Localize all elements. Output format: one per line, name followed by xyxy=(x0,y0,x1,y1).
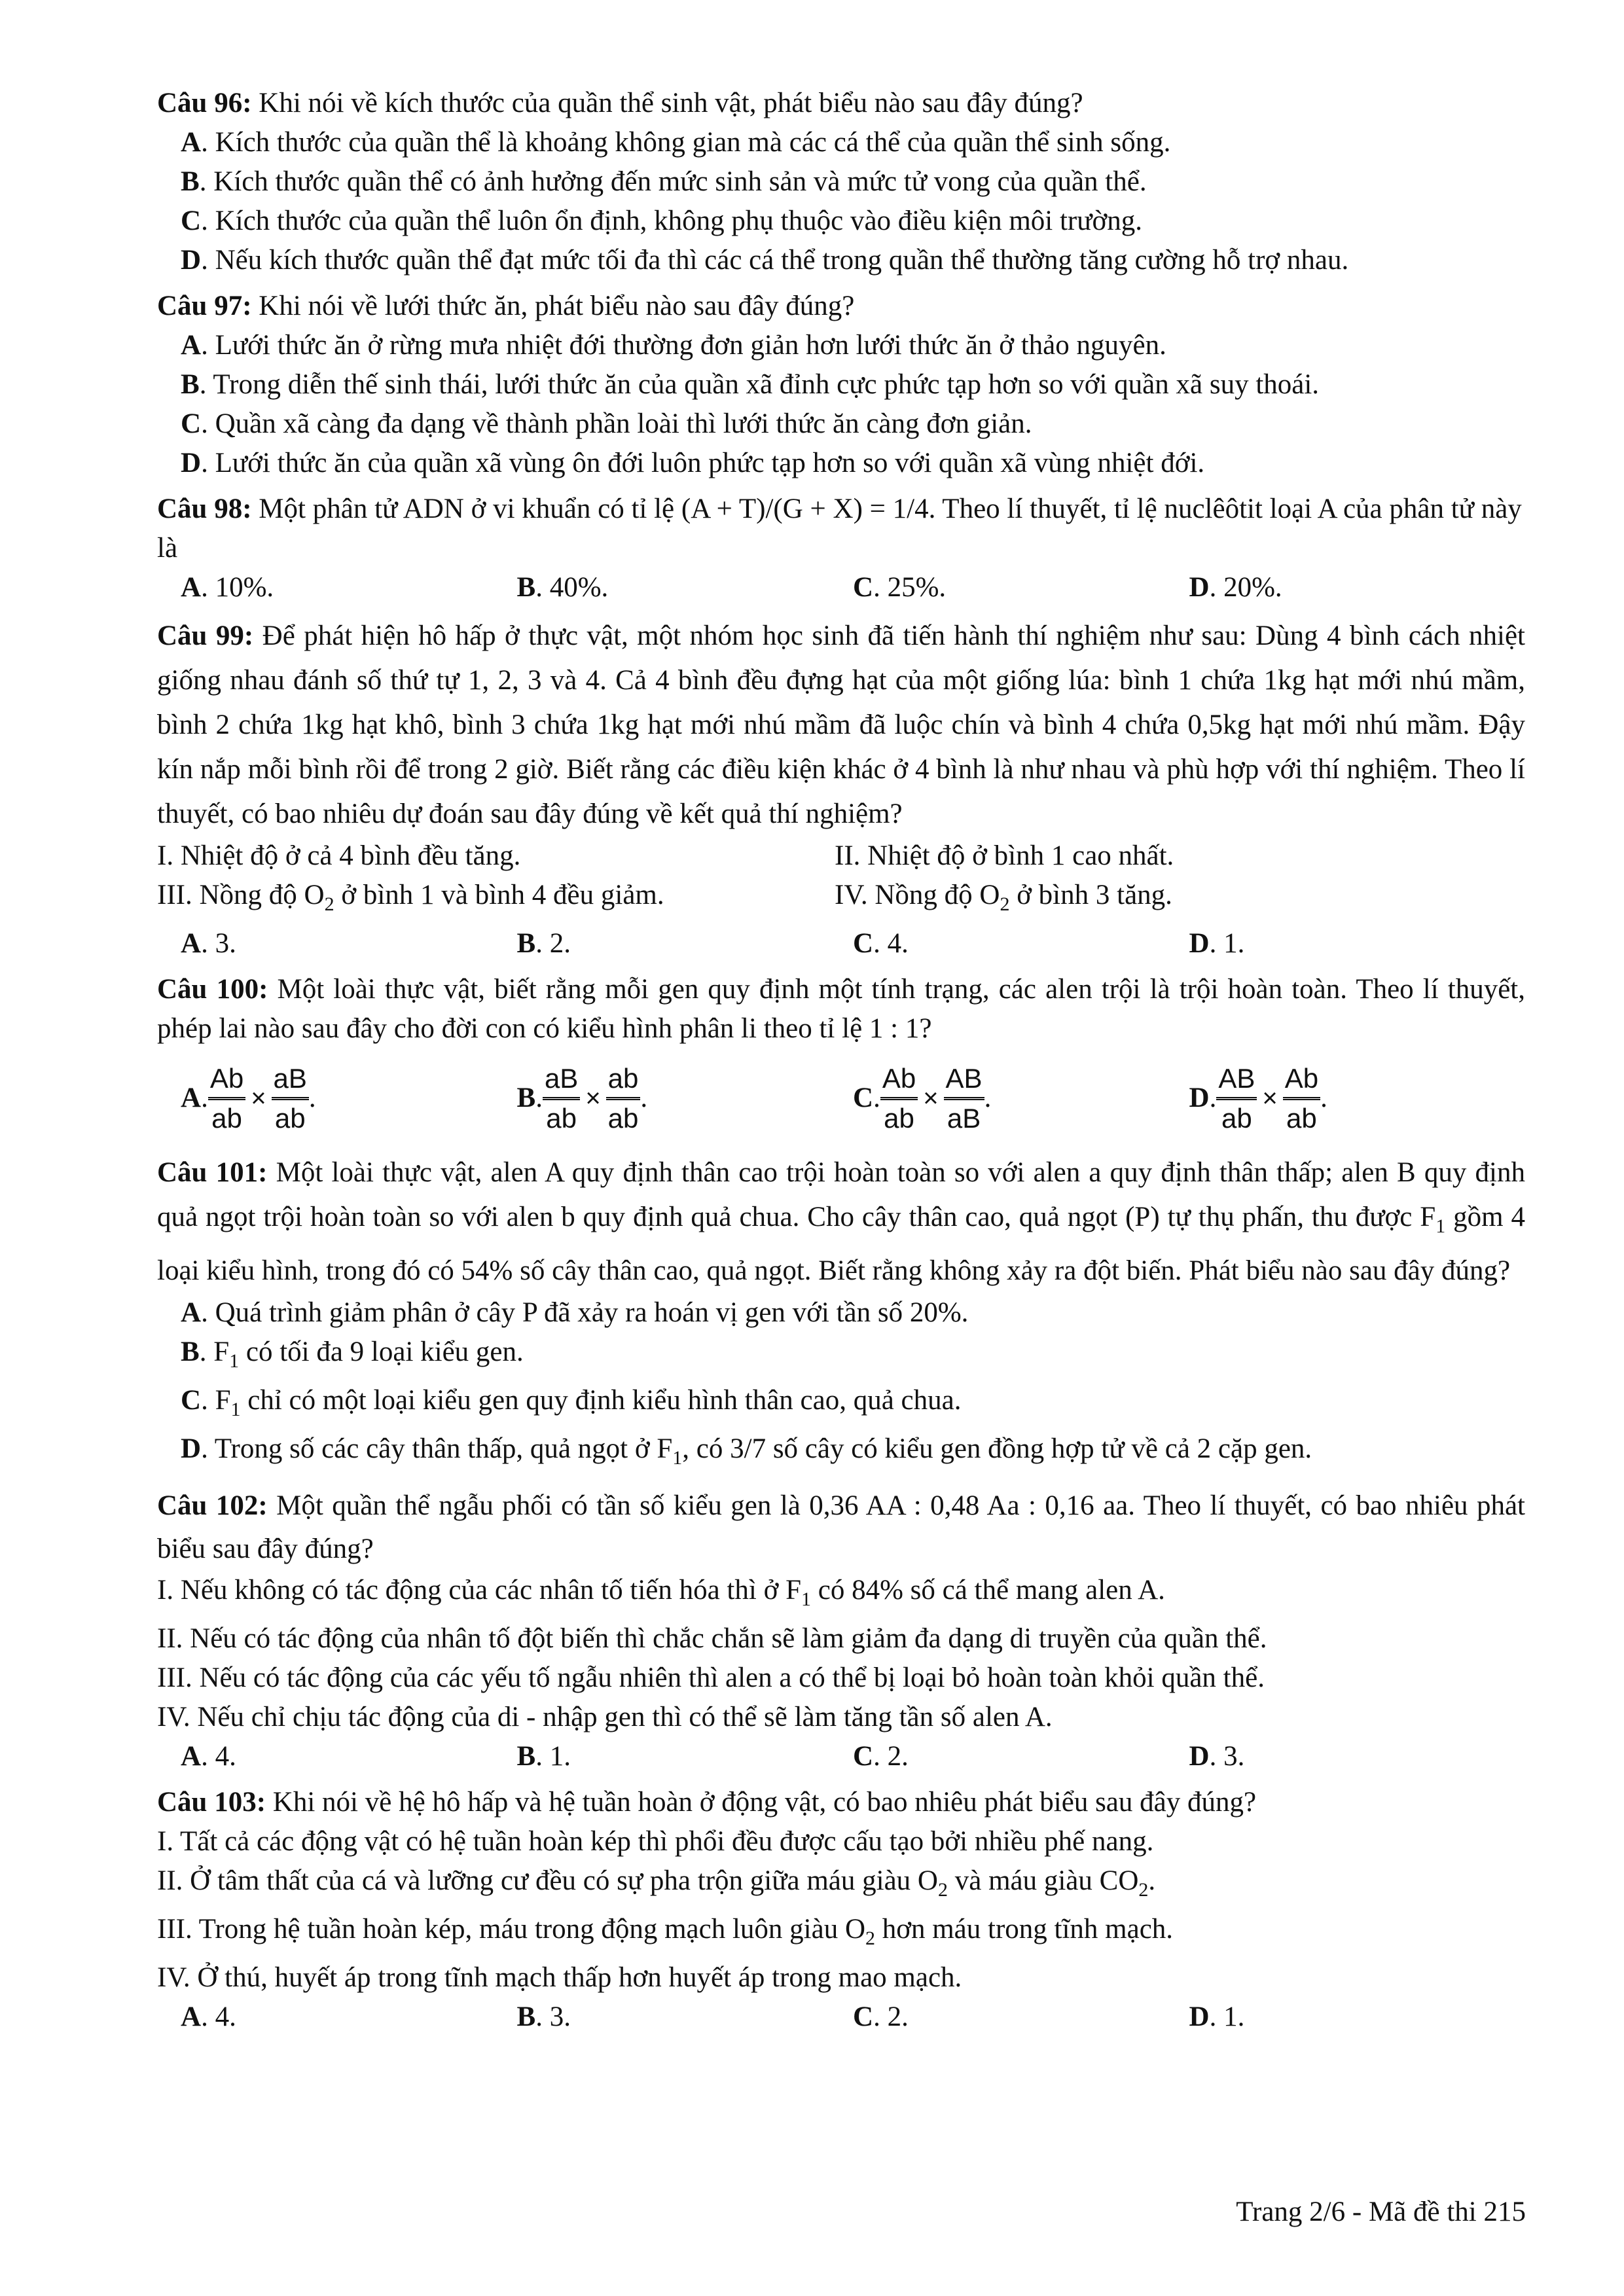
option-b: B . $\frac{aB}{ab}$ × $\frac{ab}{ab}$ . xyxy=(517,1060,854,1137)
option-b: B. 40%. xyxy=(516,572,609,603)
question-number: Câu 99: xyxy=(157,620,254,651)
question-103 xyxy=(157,1783,1525,2037)
statement-2: II. Ở tâm thất của cá và lưỡng cư đều có sự pha trộn giữa máu giàu $O_2$ và máu giàu $CO_2$. xyxy=(157,1865,1156,1901)
option-c: C. $F_1$ chỉ có một loại kiểu gen quy định kiểu hình thân cao, quả chua. xyxy=(181,1385,962,1420)
option-a: A . $\frac{Ab}{ab}$ × $\frac{aB}{ab}$ . xyxy=(181,1060,517,1137)
question-97 xyxy=(157,287,1525,483)
option-c: C. Kích thước của quần thể luôn ổn định, không phụ thuộc vào điều kiện môi trường. xyxy=(181,206,1143,236)
option-d: D. Nếu kích thước quần thể đạt mức tối đa thì các cá thể trong quần thể thường tăng cường hỗ trợ nhau. xyxy=(181,245,1349,276)
option-a: A. Quá trình giảm phân ở cây P đã xảy ra hoán vị gen với tần số 20%. xyxy=(181,1297,969,1328)
genotype-fraction: $\frac{Ab}{ab}$ xyxy=(1283,1060,1320,1137)
options-row xyxy=(157,1737,1525,1776)
option-d: D . $\frac{AB}{ab}$ × $\frac{Ab}{ab}$ . xyxy=(1189,1060,1526,1137)
option-a: A. Lưới thức ăn ở rừng mưa nhiệt đới thường đơn giản hơn lưới thức ăn ở thảo nguyên. xyxy=(181,330,1166,361)
option-d: D. 1. xyxy=(1189,2001,1245,2032)
option-c: C. 25%. xyxy=(853,572,947,603)
option-c: C. 4. xyxy=(853,928,909,959)
options-row xyxy=(157,568,1525,607)
question-number: Câu 97: xyxy=(157,291,252,321)
genotype-fraction: $\frac{Ab}{ab}$ xyxy=(880,1060,918,1137)
statement-3: III. Trong hệ tuần hoàn kép, máu trong động mạch luôn giàu $O_2$ hơn máu trong tĩnh mạch. xyxy=(157,1914,1174,1949)
question-text: Một loài thực vật, biết rằng mỗi gen quy định một tính trạng, các alen trội là trội hoàn toàn. Theo lí thuyết, phép lai nào sau đây cho đời con có kiểu hình phân li theo tỉ lệ 1 : 1? xyxy=(157,974,1525,1044)
exam-page xyxy=(157,77,1525,2037)
question-text: Một phân tử ADN ở vi khuẩn có tỉ lệ (A + T)/(G + X) = 1/4. Theo lí thuyết, tỉ lệ nuclêôtit loại A của phân tử này là xyxy=(157,493,1522,564)
option-d: D. 1. xyxy=(1189,928,1245,959)
question-text: Một quần thể ngẫu phối có tần số kiểu gen là 0,36 AA : 0,48 Aa : 0,16 aa. Theo lí thuyết, có bao nhiêu phát biểu sau đây đúng? xyxy=(157,1490,1525,1564)
option-b: B. 3. xyxy=(516,2001,571,2032)
question-text: Để phát hiện hô hấp ở thực vật, một nhóm học sinh đã tiến hành thí nghiệm như sau: Dùng 4 bình cách nhiệt giống nhau đánh số thứ tự 1, 2, 3 và 4. Cả 4 bình đều đựng hạt của một giống lúa: bình 1 chứa 1kg hạt mới nhú mầm, bình 2 chứa 1kg hạt khô, bình 3 chứa 1kg hạt mới nhú mầm đã luộc chín và bình 4 chứa 0,5kg hạt mới nhú mầm. Đậy kín nắp mỗi bình rồi để trong 2 giờ. Biết rằng các điều kiện khác ở 4 bình là như nhau và phù hợp với thí nghiệm. Theo lí thuyết, có bao nhiêu dự đoán sau đây đúng về kết quả thí nghiệm? xyxy=(157,620,1525,829)
genotype-fraction: $\frac{AB}{ab}$ xyxy=(1216,1060,1257,1137)
options-row xyxy=(157,1052,1525,1144)
question-text: Khi nói về hệ hô hấp và hệ tuần hoàn ở động vật, có bao nhiêu phát biểu sau đây đúng? xyxy=(266,1787,1257,1818)
genotype-fraction: $\frac{AB}{aB}$ xyxy=(944,1060,984,1137)
option-c: C. 2. xyxy=(853,1741,909,1772)
options-row xyxy=(157,924,1525,963)
option-a: A. 4. xyxy=(181,1741,236,1772)
statements-row-2 xyxy=(157,876,1525,924)
statement-4: IV. Nồng độ $O_2$ ở bình 3 tăng. xyxy=(835,880,1172,915)
statement-4: IV. Nếu chỉ chịu tác động của di - nhập gen thì có thể sẽ làm tăng tần số alen A. xyxy=(157,1702,1053,1732)
option-a: A. Kích thước của quần thể là khoảng không gian mà các cá thể của quần thể sinh sống. xyxy=(181,127,1171,158)
question-number: Câu 102: xyxy=(157,1490,268,1521)
genotype-fraction: $\frac{ab}{ab}$ xyxy=(606,1060,641,1137)
statement-1: I. Nếu không có tác động của các nhân tố tiến hóa thì ở $F_1$ có 84% số cá thể mang alen A. xyxy=(157,1575,1165,1610)
question-number: Câu 98: xyxy=(157,493,252,524)
statement-2: II. Nhiệt độ ở bình 1 cao nhất. xyxy=(835,840,1174,871)
genotype-fraction: $\frac{Ab}{ab}$ xyxy=(208,1060,245,1137)
statement-1: I. Tất cả các động vật có hệ tuần hoàn kép thì phổi đều được cấu tạo bởi nhiều phế nang. xyxy=(157,1826,1154,1857)
option-b: B. Trong diễn thế sinh thái, lưới thức ăn của quần xã đỉnh cực phức tạp hơn so với quần xã suy thoái. xyxy=(181,369,1320,400)
page-footer: Trang 2/6 - Mã đề thi 215 xyxy=(1236,2197,1526,2227)
options-row xyxy=(157,1998,1525,2037)
option-d: D. 20%. xyxy=(1189,572,1282,603)
statement-4: IV. Ở thú, huyết áp trong tĩnh mạch thấp hơn huyết áp trong mao mạch. xyxy=(157,1962,962,1993)
option-b: B. Kích thước quần thể có ảnh hưởng đến mức sinh sản và mức tử vong của quần thể. xyxy=(181,166,1147,197)
option-c: C. 2. xyxy=(853,2001,909,2032)
question-number: Câu 96: xyxy=(157,88,252,118)
statements-row-1 xyxy=(157,836,1525,876)
question-96 xyxy=(157,84,1525,280)
option-c: C . $\frac{Ab}{ab}$ × $\frac{AB}{aB}$ . xyxy=(853,1060,1189,1137)
statement-3: III. Nồng độ $O_2$ ở bình 1 và bình 4 đều giảm. xyxy=(157,880,664,915)
option-d: D. Lưới thức ăn của quần xã vùng ôn đới luôn phức tạp hơn so với quần xã vùng nhiệt đới. xyxy=(181,448,1205,478)
option-d: D. 3. xyxy=(1189,1741,1245,1772)
genotype-fraction: $\frac{aB}{ab}$ xyxy=(272,1060,309,1137)
statement-3: III. Nếu có tác động của các yếu tố ngẫu nhiên thì alen a có thể bị loại bỏ hoàn toàn khỏi quần thể. xyxy=(157,1662,1265,1693)
genotype-fraction: $\frac{aB}{ab}$ xyxy=(543,1060,580,1137)
question-text: Khi nói về lưới thức ăn, phát biểu nào sau đây đúng? xyxy=(251,291,855,321)
question-number: Câu 100: xyxy=(157,974,268,1005)
option-a: A. 10%. xyxy=(181,572,274,603)
question-number: Câu 103: xyxy=(157,1787,266,1818)
question-101: Câu 101: Một loài thực vật, alen A quy định thân cao trội hoàn toàn so với alen a quy định thân thấp; alen B quy định quả ngọt trội hoàn toàn so với alen b quy định quả chua. Cho cây thân cao, quả ngọt (P) tự thụ phấn, thu được $F_1$ gồm 4 loại kiểu hình, trong đó có 54% số cây thân cao, quả ngọt. Biết rằng không xảy ra đột biến. Phát biểu nào sau đây đúng? A. Quá trình giảm phân ở cây P đã xảy ra hoán vị gen với tần số 20%. B. $F_1$ có tối đa 9 loại kiểu gen. C. $F_1$ chỉ có một loại kiểu gen quy định kiểu hình thân cao, quả chua. D. Trong số các cây thân thấp, quả ngọt ở $F_1$, có 3/7 số cây có kiểu gen đồng hợp tử về cả 2 cặp gen. xyxy=(157,1151,1525,1478)
question-99 xyxy=(157,614,1525,963)
option-b: B. $F_1$ có tối đa 9 loại kiểu gen. xyxy=(181,1336,524,1372)
question-text: Khi nói về kích thước của quần thể sinh vật, phát biểu nào sau đây đúng? xyxy=(251,88,1083,118)
option-d: D. Trong số các cây thân thấp, quả ngọt ở $F_1$, có 3/7 số cây có kiểu gen đồng hợp tử về cả 2 cặp gen. xyxy=(181,1433,1312,1469)
statement-1: I. Nhiệt độ ở cả 4 bình đều tăng. xyxy=(157,840,521,871)
statement-2: II. Nếu có tác động của nhân tố đột biến thì chắc chắn sẽ làm giảm đa dạng di truyền của quần thể. xyxy=(157,1623,1267,1654)
question-102 xyxy=(157,1484,1525,1776)
option-b: B. 2. xyxy=(516,928,571,959)
option-b: B. 1. xyxy=(516,1741,571,1772)
option-a: A. 4. xyxy=(181,2001,236,2032)
option-c: C. Quần xã càng đa dạng về thành phần loài thì lưới thức ăn càng đơn giản. xyxy=(181,408,1032,439)
option-a: A. 3. xyxy=(181,928,236,959)
question-98 xyxy=(157,490,1525,607)
question-number: Câu 101: xyxy=(157,1157,268,1188)
question-100 xyxy=(157,970,1525,1144)
